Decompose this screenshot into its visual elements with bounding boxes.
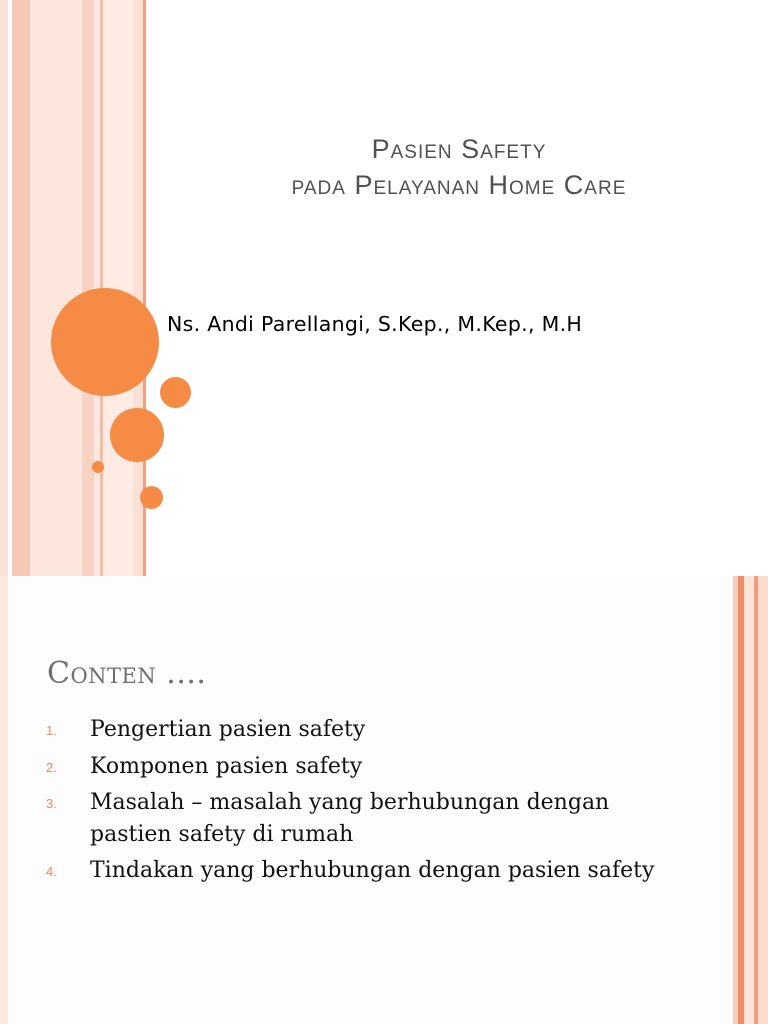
decorative-stripe [30, 0, 82, 576]
decorative-stripe [744, 576, 754, 1024]
decorative-circle-small [140, 486, 163, 509]
decorative-circle-tiny [92, 461, 104, 473]
author-name: Ns. Andi Parellangi, S.Kep., M.Kep., M.H [167, 312, 583, 336]
decorative-stripe [0, 0, 8, 576]
list-number: 1. [46, 723, 57, 738]
list-number: 3. [46, 796, 57, 811]
decorative-stripe [758, 576, 768, 1024]
decorative-stripe [12, 0, 30, 576]
decorative-stripe [0, 576, 8, 1024]
list-number: 2. [46, 760, 57, 775]
list-number: 4. [46, 864, 57, 879]
slide-title-line-2: pada Pelayanan Home Care [291, 170, 627, 200]
decorative-circle-large [51, 288, 159, 396]
content-slide [0, 576, 768, 1024]
list-text: Tindakan yang berhubungan dengan pasien safety [90, 858, 655, 883]
decorative-circle-small [160, 377, 191, 408]
decorative-stripe [82, 0, 94, 576]
list-text: Masalah – masalah yang berhubungan dengan pastien safety di rumah [90, 790, 610, 847]
list-text: Pengertian pasien safety [90, 717, 366, 742]
list-text: Komponen pasien safety [90, 754, 363, 779]
decorative-circle-medium [110, 408, 164, 462]
content-heading: Conten .... [47, 656, 207, 691]
slide-title-line-1: Pasien Safety [371, 134, 547, 164]
